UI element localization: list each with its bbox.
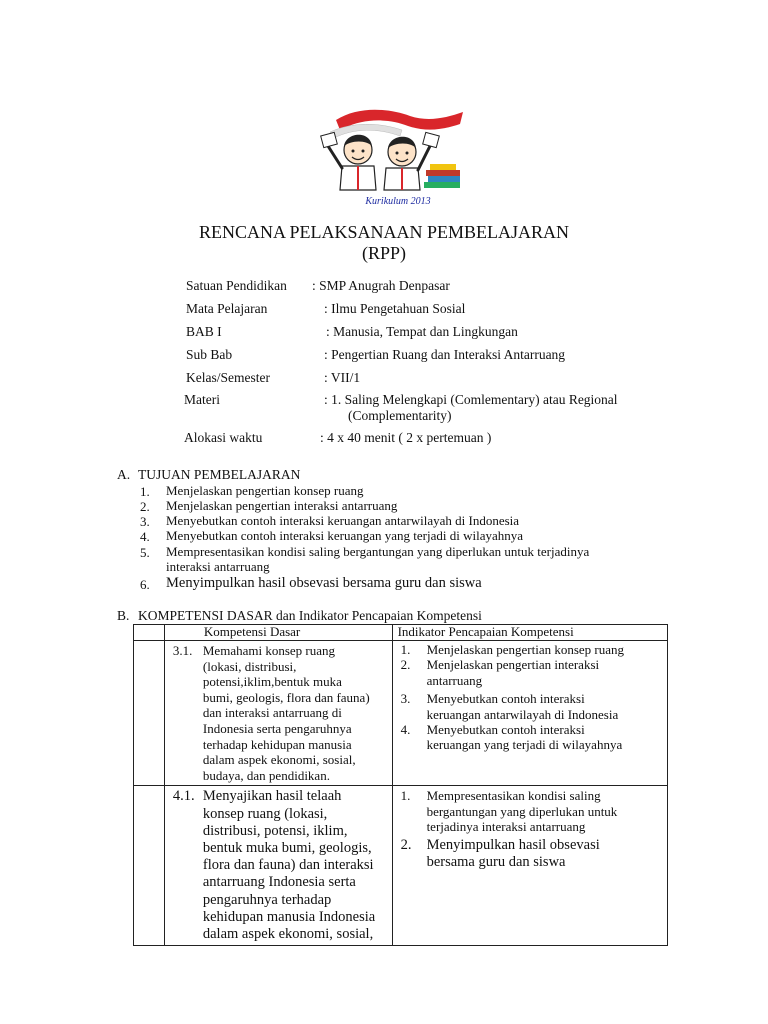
- meta-label: Mata Pelajaran: [186, 301, 268, 316]
- kd-line: dalam aspek ekonomi, sosial,: [202, 752, 356, 768]
- kd-line: kehidupan manusia Indonesia: [202, 908, 376, 925]
- kd-line: Memahami konsep ruang: [202, 643, 336, 658]
- kd-line: bentuk muka bumi, geologis,: [202, 839, 372, 856]
- indicator-item: 1. Mempresentasikan kondisi saling bergantungan yang diperlukan untuk terjadinya interaksi antarruang: [400, 788, 618, 835]
- meta-value: : Manusia, Tempat dan Lingkungan: [326, 324, 518, 339]
- table-header: Kompetensi Dasar: [164, 625, 392, 641]
- kd-line: antarruang Indonesia serta: [202, 874, 356, 891]
- list-item-number: 4.: [140, 529, 150, 544]
- meta-value: : Ilmu Pengetahuan Sosial: [324, 301, 466, 316]
- table-row: [134, 641, 668, 786]
- kd-line: distribusi, potensi, iklim,: [202, 822, 348, 839]
- meta-label: Sub Bab: [186, 347, 233, 362]
- indicator-item: 4. Menyebutkan contoh interaksi keruangan yang terjadi di wilayahnya: [400, 722, 623, 753]
- list-item-number: 6.: [140, 577, 150, 592]
- kd-line: bumi, geologis, flora dan fauna): [202, 689, 370, 705]
- kd-line: potensi,iklim,bentuk muka: [202, 674, 342, 690]
- indicator-item: 2. Menyimpulkan hasil obsevasi bersama guru dan siswa: [400, 836, 600, 870]
- kd-line: dalam aspek ekonomi, sosial,: [202, 925, 374, 942]
- competency-table: [133, 624, 668, 946]
- kurikulum-2013-logo: [318, 106, 470, 212]
- meta-value: : Pengertian Ruang dan Interaksi Antarruang: [324, 347, 566, 362]
- list-item: Menyebutkan contoh interaksi keruangan antarwilayah di Indonesia: [166, 513, 520, 528]
- table-row: [134, 786, 668, 946]
- meta-value: : 4 x 40 menit ( 2 x pertemuan ): [320, 430, 492, 445]
- document-subtitle: (RPP): [361, 243, 406, 263]
- section-a-letter: A.: [117, 467, 131, 482]
- indicator-cell: [392, 786, 667, 946]
- indicator-item: 1. Menjelaskan pengertian konsep ruang: [400, 642, 625, 657]
- meta-value: : 1. Saling Melengkapi (Comlementary) atau Regional: [324, 392, 618, 407]
- list-item: Menjelaskan pengertian konsep ruang: [166, 483, 364, 498]
- kd-line: pengaruhnya terhadap: [202, 891, 332, 908]
- meta-label: Alokasi waktu: [184, 430, 263, 445]
- meta-value: : VII/1: [324, 370, 361, 385]
- kd-number: 3.1.: [172, 643, 193, 658]
- meta-value: : SMP Anugrah Denpasar: [312, 278, 450, 293]
- kd-line: Menyajikan hasil telaah: [202, 788, 342, 805]
- indicator-item: 2. Menjelaskan pengertian interaksi antarruang: [400, 657, 600, 688]
- table-spacer-cell: [134, 641, 165, 786]
- section-a-heading: TUJUAN PEMBELAJARAN: [138, 467, 301, 482]
- list-item-number: 1.: [140, 484, 150, 499]
- meta-label: Satuan Pendidikan: [186, 278, 287, 293]
- kd-line: dan interaksi antarruang di: [202, 705, 342, 721]
- kd-line: (lokasi, distribusi,: [202, 658, 297, 674]
- list-item: Menyimpulkan hasil obsevasi bersama guru dan siswa: [166, 575, 482, 591]
- section-b-heading: KOMPETENSI DASAR dan Indikator Pencapaian Kompetensi: [138, 608, 482, 623]
- meta-value-continuation: (Complementarity): [348, 408, 452, 423]
- table-header: Indikator Pencapaian Kompetensi: [392, 625, 667, 641]
- list-item: Menyebutkan contoh interaksi keruangan yang terjadi di wilayahnya: [166, 528, 524, 543]
- kd-cell: [164, 786, 392, 946]
- meta-label: Materi: [184, 392, 220, 407]
- kd-line: terhadap kehidupan manusia: [202, 736, 352, 752]
- kd-number: 4.1.: [172, 788, 195, 805]
- list-item-number: 2.: [140, 499, 150, 514]
- table-header-row: [134, 625, 668, 641]
- kd-line: budaya, dan pendidikan.: [202, 767, 330, 783]
- list-item-continuation: interaksi antarruang: [166, 559, 270, 574]
- section-b-letter: B.: [117, 608, 130, 623]
- table-spacer-cell: [134, 786, 165, 946]
- kd-cell: [164, 641, 392, 786]
- list-item: Mempresentasikan kondisi saling bergantungan yang diperlukan untuk terjadinya: [166, 544, 590, 559]
- document-title: RENCANA PELAKSANAAN PEMBELAJARAN: [198, 222, 570, 242]
- indicator-cell: [392, 641, 667, 786]
- meta-label: Kelas/Semester: [186, 370, 270, 385]
- table-spacer-cell: [134, 625, 165, 641]
- kd-line: flora dan fauna) dan interaksi: [202, 857, 374, 874]
- meta-label: BAB I: [186, 324, 222, 339]
- kd-line: Indonesia serta pengaruhnya: [202, 720, 352, 736]
- logo-caption: Kurikulum 2013: [365, 196, 431, 207]
- list-item-number: 5.: [140, 545, 150, 560]
- list-item-number: 3.: [140, 514, 150, 529]
- indicator-item: 3. Menyebutkan contoh interaksi keruangan antarwilayah di Indonesia: [400, 691, 619, 722]
- list-item: Menjelaskan pengertian interaksi antarruang: [166, 498, 398, 513]
- kd-line: konsep ruang (lokasi,: [202, 805, 328, 822]
